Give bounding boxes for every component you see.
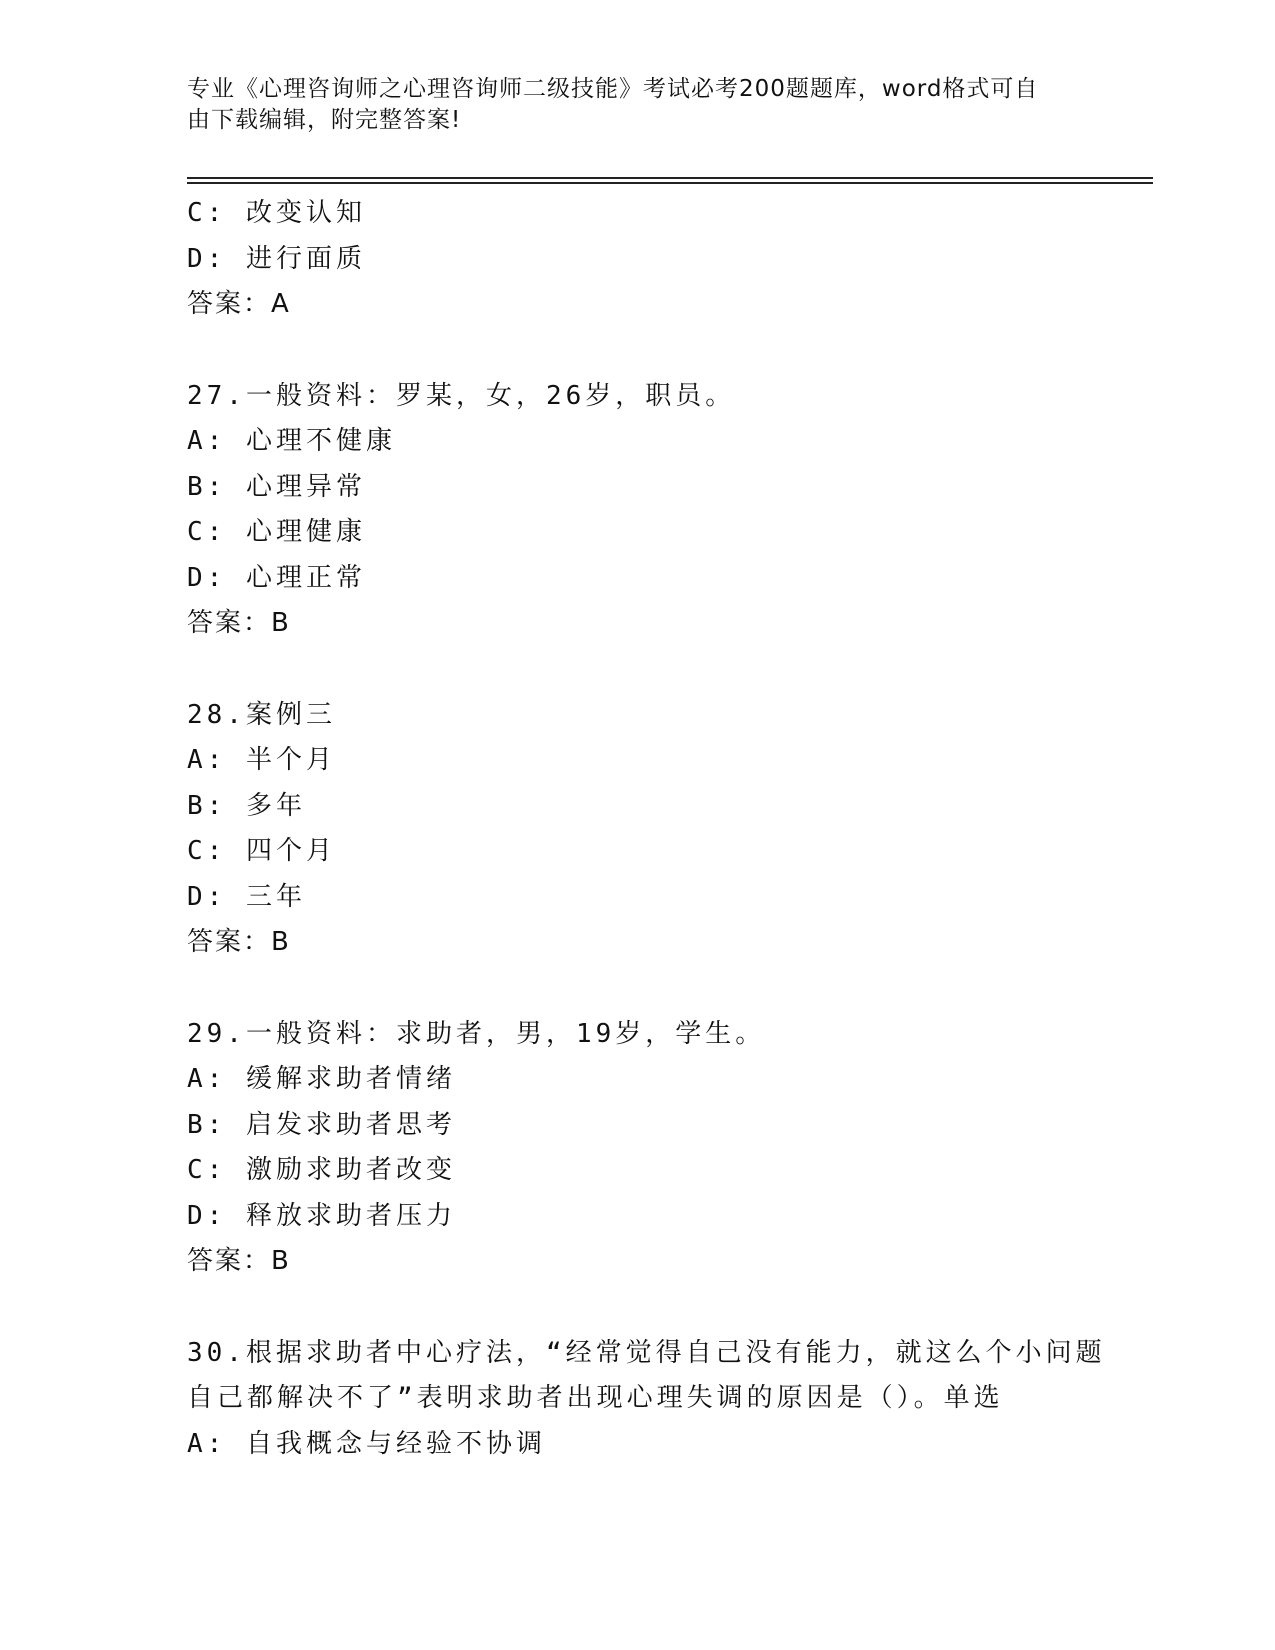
spacer	[187, 1285, 1087, 1331]
answer: 答案：B	[187, 608, 291, 638]
question-title: 29.一般资料：求助者，男，19岁，学生。	[187, 1018, 766, 1049]
answer: 答案：B	[187, 1246, 291, 1276]
header-divider-bottom	[187, 182, 1153, 184]
option-b: B: 启发求助者思考	[187, 1109, 456, 1140]
option-c: C: 心理健康	[187, 517, 366, 547]
option-a: A: 心理不健康	[187, 426, 396, 456]
question-27	[187, 374, 1087, 647]
header-line-1: 专业《心理咨询师之心理咨询师二级技能》考试必考200题题库，word格式可自	[187, 76, 1039, 102]
header-line-2: 由下载编辑，附完整答案!	[187, 107, 462, 133]
question-28	[187, 693, 1087, 966]
option-c: C: 激励求助者改变	[187, 1155, 456, 1185]
question-30	[187, 1331, 1106, 1468]
question-title-line-2: 自己都解决不了”表明求助者出现心理失调的原因是（）。单选	[187, 1383, 1004, 1413]
option-a: A: 半个月	[187, 745, 336, 775]
question-list	[187, 191, 1106, 1467]
question-29	[187, 1012, 1087, 1285]
question-26-tail	[187, 191, 1087, 328]
answer: 答案：B	[187, 927, 291, 957]
option-a: A: 自我概念与经验不协调	[187, 1428, 546, 1459]
option-d: D: 心理正常	[187, 562, 366, 593]
answer: 答案：A	[187, 289, 291, 319]
spacer	[187, 328, 1087, 374]
option-b: B: 多年	[187, 790, 306, 821]
option-c: C: 四个月	[187, 836, 336, 866]
question-title: 27.一般资料：罗某，女，26岁，职员。	[187, 380, 736, 411]
header-divider-top	[187, 177, 1153, 179]
option-d: D: 三年	[187, 881, 306, 912]
option-c: C: 改变认知	[187, 198, 366, 228]
spacer	[187, 647, 1087, 693]
document-header	[187, 74, 1087, 136]
spacer	[187, 966, 1087, 1012]
option-b: B: 心理异常	[187, 471, 366, 502]
option-d: D: 释放求助者压力	[187, 1200, 456, 1231]
question-title-line-1: 30.根据求助者中心疗法，“经常觉得自己没有能力，就这么个小问题	[187, 1337, 1106, 1368]
option-d: D: 进行面质	[187, 243, 366, 274]
option-a: A: 缓解求助者情绪	[187, 1064, 456, 1094]
question-title: 28.案例三	[187, 699, 336, 730]
